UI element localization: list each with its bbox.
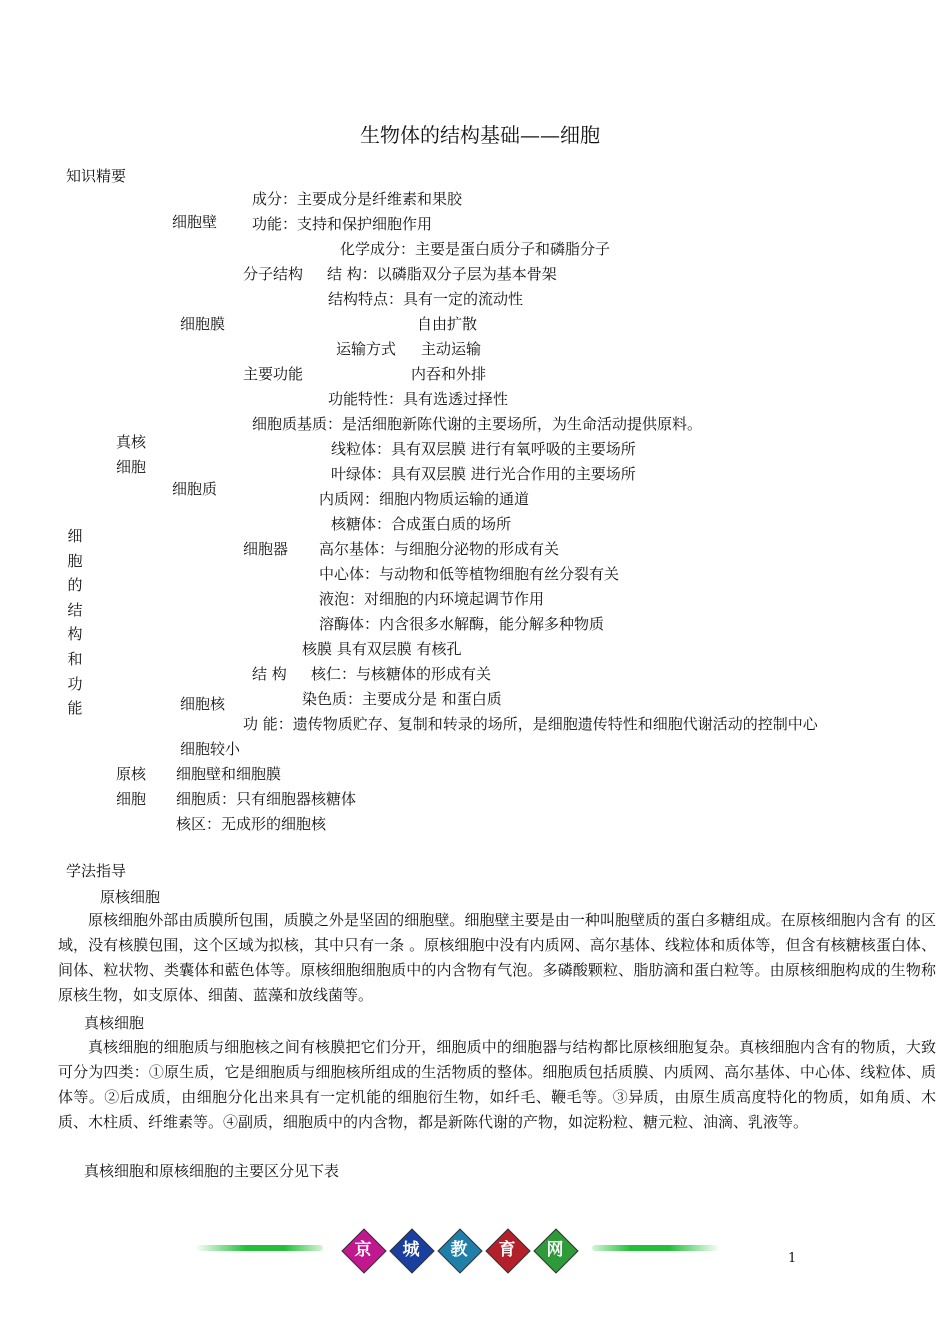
- prokaryote-nucleoid: 核区：无成形的细胞核: [176, 815, 327, 833]
- membrane-mol-structure: 分子结构: [243, 265, 304, 283]
- footer-right-bar: [592, 1245, 720, 1251]
- golgi: 高尔基体：与细胞分泌物的形成有关: [319, 540, 560, 558]
- eukaryote-label-2: 细胞: [116, 458, 147, 476]
- vchar: 和: [67, 649, 83, 668]
- page-title: 生物体的结构基础——细胞: [360, 123, 600, 147]
- table-intro: 真核细胞和原核细胞的主要区分见下表: [84, 1162, 340, 1180]
- prokaryote-small: 细胞较小: [180, 740, 241, 758]
- cell-wall-function: 功能：支持和保护细胞作用: [252, 215, 433, 233]
- prokaryote-heading: 原核细胞: [100, 888, 161, 906]
- vchar: 构: [67, 625, 83, 644]
- nucleolus: 核仁：与核糖体的形成有关: [311, 665, 492, 683]
- logo-char: 网: [546, 1240, 564, 1260]
- cytoplasm-matrix: 细胞质基质：是活细胞新陈代谢的主要场所，为生命活动提供原料。: [252, 415, 703, 433]
- prokaryote-label-2: 细胞: [116, 790, 147, 808]
- nucleus-structure: 结 构: [252, 665, 287, 683]
- free-diffusion: 自由扩散: [417, 315, 478, 333]
- endoplasmic-reticulum: 内质网：细胞内物质运输的通道: [319, 490, 530, 508]
- section-heading-knowledge: 知识精要: [66, 167, 127, 185]
- logo-char: 京: [354, 1240, 372, 1260]
- vchar: 功: [67, 674, 83, 693]
- active-transport: 主动运输: [421, 340, 482, 358]
- membrane-struct-feature: 结构特点：具有一定的流动性: [328, 290, 524, 308]
- footer-left-bar: [195, 1245, 323, 1251]
- transport-mode: 运输方式: [336, 340, 397, 358]
- ribosome: 核糖体：合成蛋白质的场所: [331, 515, 512, 533]
- mitochondria: 线粒体：具有双层膜 进行有氧呼吸的主要场所: [331, 440, 636, 458]
- cell-wall-label: 细胞壁: [172, 213, 218, 231]
- vacuole: 液泡：对细胞的内环境起调节作用: [319, 590, 545, 608]
- logo-char: 育: [498, 1240, 516, 1260]
- vchar: 胞: [67, 551, 83, 570]
- cytoplasm-label: 细胞质: [172, 480, 218, 498]
- endocytosis-exocytosis: 内吞和外排: [411, 365, 487, 383]
- nuclear-membrane: 核膜 具有双层膜 有核孔: [302, 640, 462, 658]
- membrane-main-function: 主要功能: [243, 365, 304, 383]
- eukaryote-heading: 真核细胞: [84, 1014, 145, 1032]
- membrane-structure: 结 构：以磷脂双分子层为基本骨架: [327, 265, 557, 283]
- prokaryote-cytoplasm: 细胞质：只有细胞器核糖体: [176, 790, 357, 808]
- centrosome: 中心体：与动物和低等植物细胞有丝分裂有关: [319, 565, 620, 583]
- vchar: 能: [67, 699, 83, 718]
- prokaryote-wall: 细胞壁和细胞膜: [176, 765, 282, 783]
- vchar: 细: [67, 527, 83, 545]
- nucleus-function: 功 能：遗传物质贮存、复制和转录的场所，是细胞遗传特性和细胞代谢活动的控制中心: [243, 715, 818, 733]
- cell-membrane-label: 细胞膜: [180, 315, 226, 333]
- vchar: 的: [67, 576, 83, 595]
- organelle-label: 细胞器: [243, 540, 289, 558]
- eukaryote-label-1: 真核: [116, 433, 147, 451]
- eukaryote-paragraph: [58, 1035, 936, 1135]
- logo-char: 城: [402, 1240, 420, 1260]
- chloroplast: 叶绿体：具有双层膜 进行光合作用的主要场所: [331, 465, 636, 483]
- logo-char: 教: [450, 1240, 468, 1260]
- vertical-main-label: [66, 524, 84, 721]
- section-heading-study: 学法指导: [66, 862, 127, 880]
- membrane-func-feature: 功能特性：具有选透过择性: [328, 390, 509, 408]
- nucleus-label: 细胞核: [180, 695, 226, 713]
- vchar: 结: [67, 600, 83, 619]
- lysosome: 溶酶体：内含很多水解酶，能分解多种物质: [319, 615, 605, 633]
- membrane-chem-composition: 化学成分：主要是蛋白质分子和磷脂分子: [340, 240, 611, 258]
- cell-wall-composition: 成分：主要成分是纤维素和果胶: [252, 190, 463, 208]
- eukaryote-paragraph-text: 真核细胞的细胞质与细胞核之间有核膜把它们分开，细胞质中的细胞器与结构都比原核细胞复杂。真核细胞内含有的物质，大致可分为四类：①原生质，它是细胞质与细胞核所组成的生活物质的整体。细胞质包括质膜、内质网、高尔基体、中心体、线粒体、质体等。②后成质，由细胞分化出来具有一定机能的细胞衍生物，如纤毛、鞭毛等。③异质，由原生质高度特化的物质，如角质、木质、木柱质、纤维素等。④副质，细胞质中的内含物，都是新陈代谢的产物，如淀粉粒、糖元粒、油滴、乳液等。: [58, 1038, 936, 1131]
- page-number: 1: [788, 1251, 797, 1266]
- chromatin: 染色质：主要成分是 和蛋白质: [302, 690, 502, 708]
- prokaryote-label-1: 原核: [116, 765, 147, 783]
- prokaryote-paragraph: [58, 908, 936, 1008]
- prokaryote-paragraph-text: 原核细胞外部由质膜所包围，质膜之外是坚固的细胞壁。细胞壁主要是由一种叫胞壁质的蛋白多糖组成。在原核细胞内含有 的区域，没有核膜包围，这个区域为拟核，其中只有一条 。原核细胞中没有内质网、高尔基体、线粒体和质体等，但含有核糖核蛋白体、间体、粒状物、类囊体和藍色体等。原核细胞细胞质中的内含物有气泡。多磷酸颗粒、脂肪滴和蛋白粒等。由原核细胞构成的生物称原核生物，如支原体、细菌、蓝藻和放线菌等。: [58, 911, 936, 1004]
